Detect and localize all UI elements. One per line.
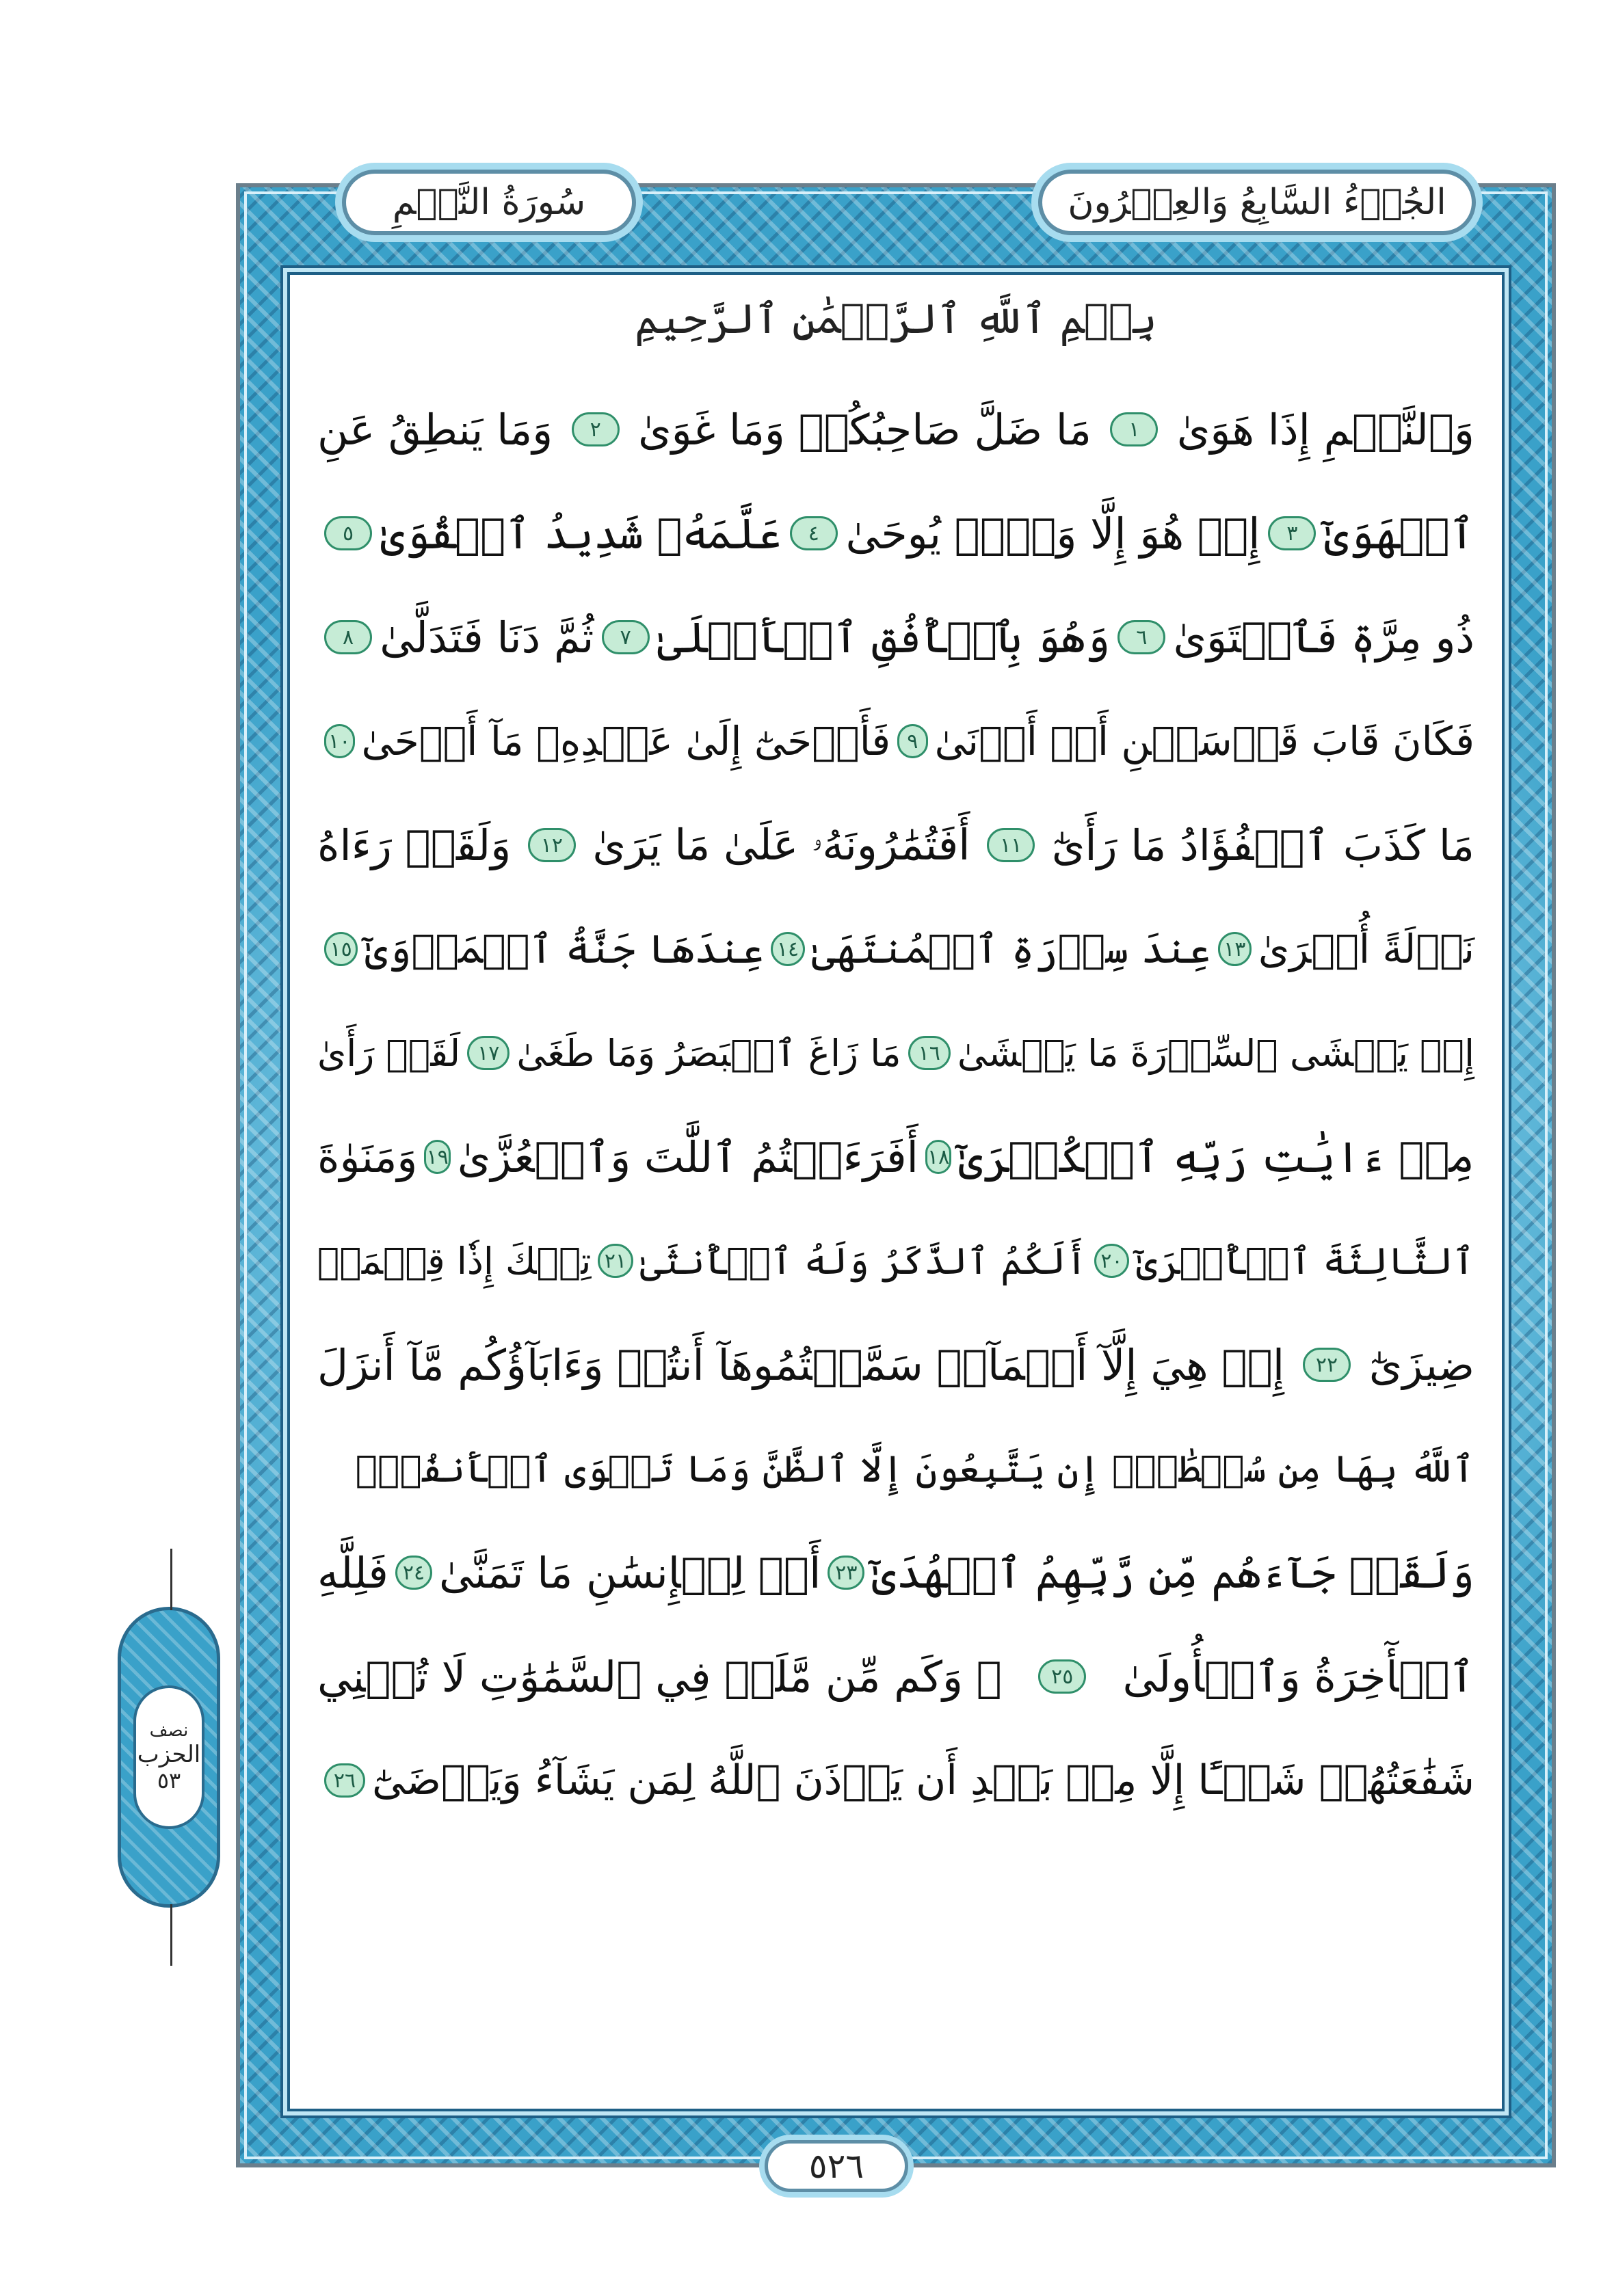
verse-text: فَكَانَ قَابَ قَوۡسَيۡنِ أَوۡ أَدۡنَىٰ [934, 718, 1474, 764]
verse-text: أَمۡ لِلۡإِنسَٰنِ مَا تَمَنَّىٰ [439, 1547, 821, 1598]
ayah-number-marker: ١٦ [908, 1036, 951, 1070]
verse-line [317, 1209, 1474, 1313]
verse-text: مَا زَاغَ ٱلۡبَصَرُ وَمَا طَغَىٰ [516, 1031, 901, 1075]
verse-text: ٱلۡأٓخِرَةُ وَٱلۡأُولَىٰ [1122, 1651, 1474, 1702]
verse-text: وَمَنَوٰةَ [317, 1132, 418, 1182]
ayah-number-marker: ١٣ [1218, 932, 1252, 966]
verse-text: وَلَقَدۡ جَآءَهُم مِّن رَّبِّهِمُ ٱلۡهُدَىٰٓ [871, 1547, 1474, 1598]
verse-text: وَٱلنَّجۡمِ إِذَا هَوَىٰ [1176, 404, 1474, 455]
verse-text: عِندَهَا جَنَّةُ ٱلۡمَأۡوَىٰٓ [365, 926, 765, 972]
verse-line [317, 689, 1474, 793]
verse-text: وَهُوَ بِٱلۡأُفُقِ ٱلۡأَعۡلَىٰ [657, 612, 1111, 663]
ayah-number-marker: ٢٦ [324, 1763, 365, 1798]
verse-line [317, 793, 1474, 897]
juz-name: الجُزۡءُ السَّابِعُ وَالعِشۡرُونَ [1068, 182, 1446, 223]
verse-text: ۞ وَكَم مِّن مَّلَكٖ فِي ٱلسَّمَٰوَٰتِ لَا تُغۡنِي [317, 1651, 1002, 1702]
ayah-number-marker: ٤ [790, 516, 838, 550]
verse-text: إِنۡ هُوَ إِلَّا وَحۡيٞ يُوحَىٰ [845, 508, 1260, 559]
ayah-number-marker: ٣ [1268, 516, 1316, 550]
hizb-marker [118, 1607, 220, 1908]
verse-text: فَلِلَّهِ [317, 1547, 388, 1598]
verse-text: مَا كَذَبَ ٱلۡفُؤَادُ مَا رَأَىٰٓ [1051, 820, 1474, 870]
verse-text: ٱللَّهُ بِهَا مِن سُلۡطَٰنٍۚ إِن يَتَّبِعُونَ إِلَّا ٱلظَّنَّ وَمَا تَهۡوَى ٱلۡأَنفُسُۖ [355, 1447, 1474, 1491]
ayah-number-marker: ١٢ [528, 828, 576, 862]
verse-text: ضِيزَىٰٓ [1368, 1339, 1474, 1390]
verse-text: مِنۡ ءَايَٰتِ رَبِّهِ ٱلۡكُبۡرَىٰٓ [958, 1132, 1474, 1182]
verse-text: أَلَكُمُ ٱلذَّكَرُ وَلَهُ ٱلۡأُنثَىٰ [639, 1239, 1087, 1283]
verse-line [317, 1728, 1474, 1832]
verse-text: ثُمَّ دَنَا فَتَدَلَّىٰ [380, 612, 594, 663]
hizb-fraction: نصف [149, 1720, 189, 1741]
ayah-number-marker: ١٠ [324, 724, 354, 758]
verse-text: إِنۡ هِيَ إِلَّآ أَسۡمَآءٞ سَمَّيۡتُمُوهَآ أَنتُمۡ وَءَابَآؤُكُم مَّآ أَنزَلَ [317, 1339, 1285, 1390]
verse-text: عِندَ سِدۡرَةِ ٱلۡمُنتَهَىٰ [811, 926, 1211, 972]
ayah-number-marker: ٢٥ [1038, 1659, 1086, 1694]
verse-text: لَقَدۡ رَأَىٰ [317, 1031, 461, 1075]
verse-text: إِذۡ يَغۡشَى ٱلسِّدۡرَةَ مَا يَغۡشَىٰ [957, 1031, 1474, 1075]
verse-line [317, 585, 1474, 689]
verse-line [317, 1313, 1474, 1417]
juz-name-cartouche [1038, 170, 1476, 235]
text-panel [287, 272, 1505, 2111]
verse-text: شَفَٰعَتُهُمۡ شَيۡـًٔا إِلَّا مِنۢ بَعۡدِ أَن يَأۡذَنَ ٱللَّهُ لِمَن يَشَآءُ وَيَرۡضَىٰٓ [371, 1757, 1474, 1804]
verse-text: تِلۡكَ إِذٗا قِسۡمَةٞ [317, 1239, 592, 1283]
verse-text: فَأَوۡحَىٰٓ إِلَىٰ عَبۡدِهِۦ مَآ أَوۡحَىٰ [361, 718, 891, 764]
verse-text: ذُو مِرَّةٖ فَٱسۡتَوَىٰ [1173, 612, 1474, 663]
hizb-number: ٥٣ [157, 1767, 181, 1794]
surah-name-cartouche [342, 170, 636, 235]
verse-text: وَمَا يَنطِقُ عَنِ [317, 404, 553, 455]
hizb-word: الحزب [137, 1741, 201, 1768]
verse-lines [317, 377, 1474, 1832]
verse-line [317, 377, 1474, 481]
verse-text: وَلَقَدۡ رَءَاهُ [317, 820, 512, 870]
hizb-marker-label [133, 1685, 204, 1829]
ayah-number-marker: ٢ [572, 412, 620, 446]
ayah-number-marker: ١ [1110, 412, 1158, 446]
ayah-number-marker: ٢٣ [828, 1556, 864, 1590]
ayah-number-marker: ٩ [897, 724, 927, 758]
verse-line [317, 1521, 1474, 1625]
page-number: ٥٢٦ [765, 2140, 908, 2192]
ayah-number-marker: ٢٢ [1303, 1348, 1351, 1382]
verse-text: أَفَرَءَيۡتُمُ ٱللَّٰتَ وَٱلۡعُزَّىٰ [457, 1132, 918, 1182]
verse-text: أَفَتُمَٰرُونَهُۥ عَلَىٰ مَا يَرَىٰ [592, 820, 970, 870]
verse-line [317, 481, 1474, 585]
basmala: بِسۡمِ ٱللَّهِ ٱلرَّحۡمَٰنِ ٱلرَّحِيمِ [635, 295, 1157, 343]
ayah-number-marker: ٨ [324, 620, 372, 654]
ayah-number-marker: ٢١ [598, 1244, 633, 1278]
ayah-number-marker: ١٤ [771, 932, 804, 966]
verse-text: ٱلثَّالِثَةَ ٱلۡأُخۡرَىٰٓ [1136, 1239, 1474, 1283]
verse-line [317, 1625, 1474, 1728]
ayah-number-marker: ٢٤ [395, 1556, 432, 1590]
ayah-number-marker: ١٨ [925, 1140, 952, 1174]
ayah-number-marker: ٧ [602, 620, 650, 654]
ayah-number-marker: ٢٠ [1094, 1244, 1129, 1278]
verse-line [317, 1417, 1474, 1521]
surah-name: سُورَةُ النَّجۡمِ [392, 182, 586, 223]
ayah-number-marker: ٥ [324, 516, 372, 550]
verse-text: عَلَّمَهُۥ شَدِيدُ ٱلۡقُوَىٰ [380, 508, 782, 559]
verse-text: نَزۡلَةً أُخۡرَىٰ [1258, 926, 1474, 972]
ayah-number-marker: ١٥ [324, 932, 358, 966]
ayah-number-marker: ١٩ [424, 1140, 451, 1174]
ayah-number-marker: ١١ [987, 828, 1035, 862]
ayah-number-marker: ١٧ [467, 1036, 510, 1070]
verse-text: مَا ضَلَّ صَاحِبُكُمۡ وَمَا غَوَىٰ [638, 404, 1091, 455]
verse-line [317, 897, 1474, 1001]
ayah-number-marker: ٦ [1117, 620, 1165, 654]
verse-line [317, 1001, 1474, 1105]
verse-text: ٱلۡهَوَىٰٓ [1324, 508, 1474, 559]
verse-line [317, 1105, 1474, 1209]
